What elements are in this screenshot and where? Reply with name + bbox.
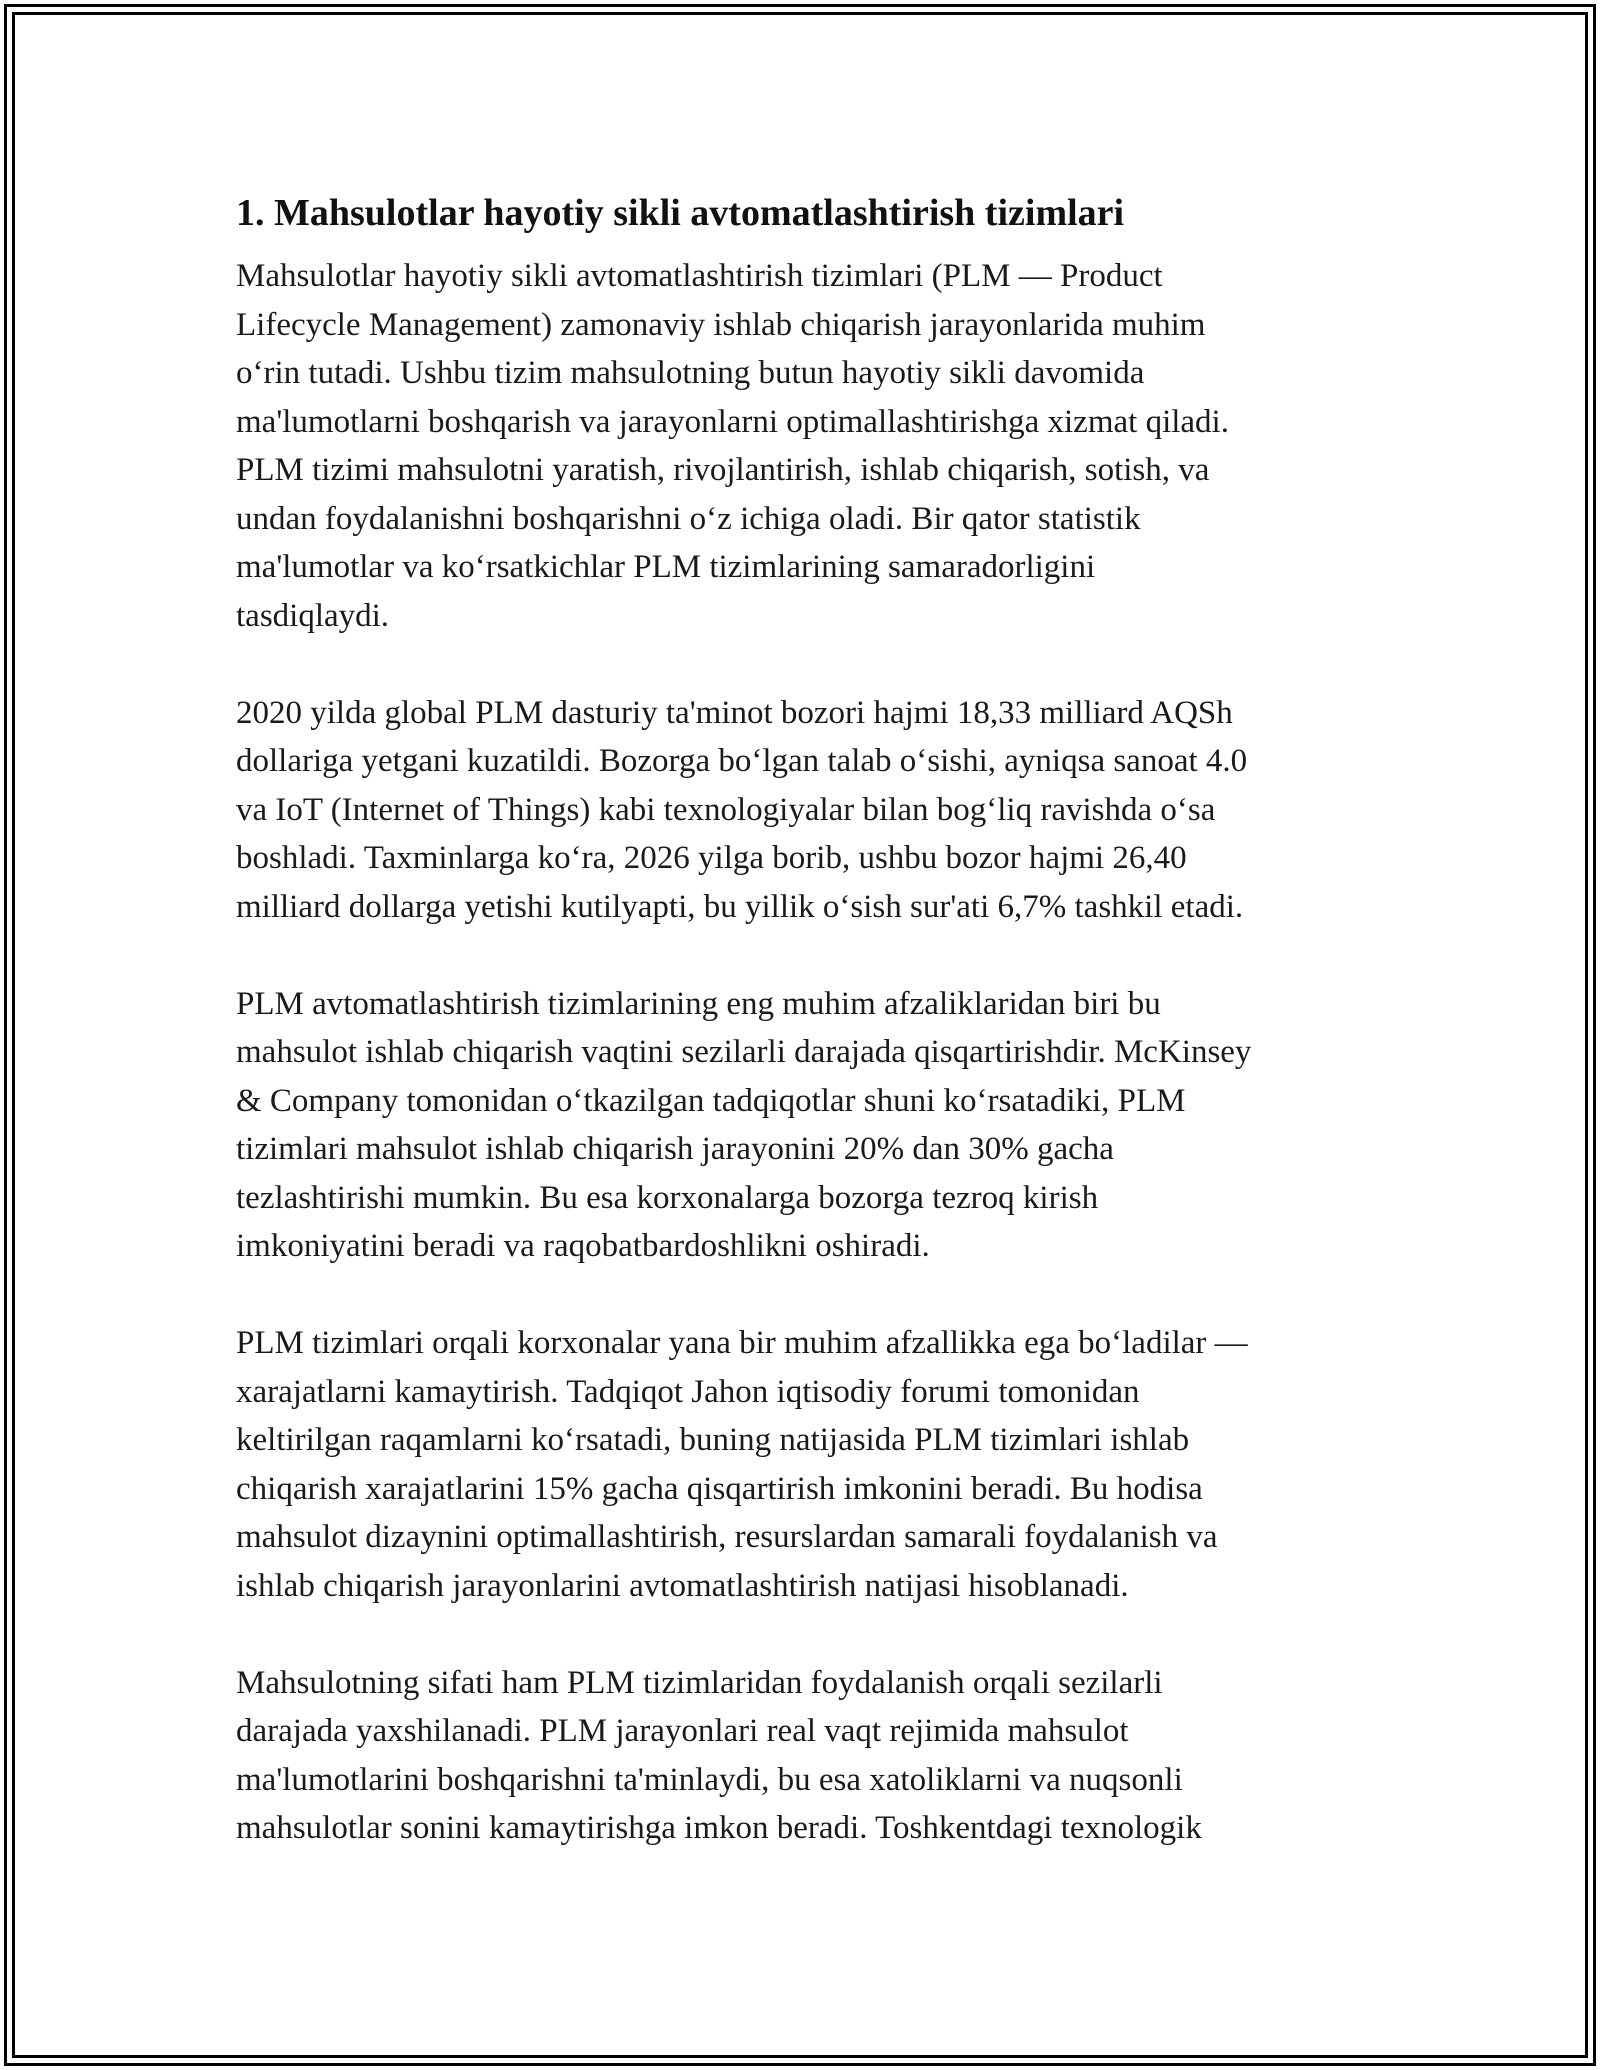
paragraph-cost-reduction: PLM tizimlari orqali korxonalar yana bir muhim afzallikka ega bo‘ladilar — xarajatlarni kamaytirish. Tadqiqot Jahon iqtisodiy forumi tomonidan keltirilgan raqamlarni ko‘rsatadi, buning natijasida PLM tizimlari ishlab chiqarish xarajatlarini 15% gacha qisqartirish imkonini beradi. Bu hodisa mahsulot dizaynini optimallashtirish, resurslardan samarali foydalanish va ishlab chiqarish jarayonlarini avtomatlashtirish natijasi hisoblanadi. <box>236 1325 1248 1604</box>
section-heading: 1. Mahsulotlar hayotiy sikli avtomatlashtirish tizimlari <box>236 192 1125 234</box>
paragraph-quality: Mahsulotning sifati ham PLM tizimlaridan foydalanish orqali sezilarli darajada yaxshilanadi. PLM jarayonlari real vaqt rejimida mahsulot ma'lumotlarini boshqarishni ta'minlaydi, bu esa xatoliklarni va nuqsonli mahsulotlar sonini kamaytirishga imkon beradi. Toshkentdagi texnologik <box>236 1664 1202 1846</box>
document-body <box>236 186 1376 1901</box>
paragraph-production-time: PLM avtomatlashtirish tizimlarining eng muhim afzaliklaridan biri bu mahsulot ishlab chiqarish vaqtini sezilarli darajada qisqartirishdir. McKinsey & Company tomonidan o‘tkazilgan tadqiqotlar shuni ko‘rsatadiki, PLM tizimlari mahsulot ishlab chiqarish jarayonini 20% dan 30% gacha tezlashtirishi mumkin. Bu esa korxonalarga bozorga tezroq kirish imkoniyatini beradi va raqobatbardoshlikni oshiradi. <box>236 985 1252 1264</box>
paragraph-intro: Mahsulotlar hayotiy sikli avtomatlashtirish tizimlari (PLM — Product Lifecycle Management) zamonaviy ishlab chiqarish jarayonlarida muhim o‘rin tutadi. Ushbu tizim mahsulotning butun hayotiy sikli davomida ma'lumotlarni boshqarish va jarayonlarni optimallashtirishga xizmat qiladi. PLM tizimi mahsulotni yaratish, rivojlantirish, ishlab chiqarish, sotish, va undan foydalanishni boshqarishni o‘z ichiga oladi. Bir qator statistik ma'lumotlar va ko‘rsatkichlar PLM tizimlarining samaradorligini tasdiqlaydi. <box>236 258 1229 634</box>
paragraph-market-size: 2020 yilda global PLM dasturiy ta'minot bozori hajmi 18,33 milliard AQSh dollariga yetgani kuzatildi. Bozorga bo‘lgan talab o‘sishi, ayniqsa sanoat 4.0 va IoT (Internet of Things) kabi texnologiyalar bilan bog‘liq ravishda o‘sa boshladi. Taxminlarga ko‘ra, 2026 yilga borib, ushbu bozor hajmi 26,40 milliard dollarga yetishi kutilyapti, bu yillik o‘sish sur'ati 6,7% tashkil etadi. <box>236 694 1248 925</box>
